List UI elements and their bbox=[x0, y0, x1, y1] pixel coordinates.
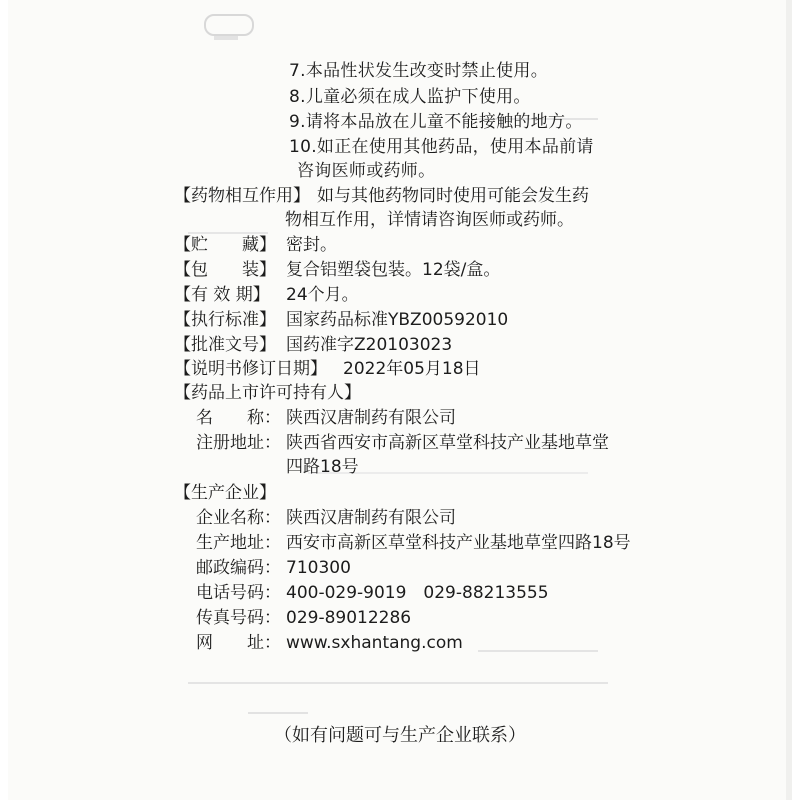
page-edge bbox=[786, 0, 792, 800]
standard-label: 【执行标准】 bbox=[174, 310, 276, 330]
show-through-line bbox=[248, 712, 308, 714]
interaction-text: 物相互作用，详情请咨询医师或药师。 bbox=[285, 210, 574, 230]
fax-label: 传真号码： bbox=[196, 608, 281, 628]
show-through-line bbox=[188, 682, 608, 684]
phone-value: 400-029-9019 029-88213555 bbox=[286, 583, 549, 603]
package-value: 复合铝塑袋包装。12袋/盒。 bbox=[286, 260, 501, 280]
show-through-line bbox=[478, 650, 598, 652]
phone-label: 电话号码： bbox=[196, 583, 281, 603]
approval-value: 国药准字Z20103023 bbox=[286, 335, 453, 355]
revision-date-value: 2022年05月18日 bbox=[343, 359, 481, 379]
website-label: 网 址： bbox=[196, 633, 281, 653]
production-address-value: 西安市高新区草堂科技产业基地草堂四路18号 bbox=[286, 533, 631, 553]
approval-label: 【批准文号】 bbox=[174, 335, 276, 355]
company-name-label: 企业名称： bbox=[196, 508, 281, 528]
storage-value: 密封。 bbox=[286, 235, 337, 255]
holder-name-label: 名 称： bbox=[196, 408, 281, 428]
precaution-item: 10.如正在使用其他药品，使用本品前请 bbox=[289, 137, 594, 157]
precaution-item: 8.儿童必须在成人监护下使用。 bbox=[289, 87, 531, 107]
precaution-item: 7.本品性状发生改变时禁止使用。 bbox=[289, 61, 549, 81]
contact-note: （如有问题可与生产企业联系） bbox=[274, 725, 526, 746]
storage-label: 【贮 藏】 bbox=[174, 235, 276, 255]
validity-value: 24个月。 bbox=[286, 285, 359, 305]
website-value: www.sxhantang.com bbox=[286, 633, 463, 653]
postal-code-label: 邮政编码： bbox=[196, 558, 281, 578]
holder-name-value: 陕西汉唐制药有限公司 bbox=[286, 408, 456, 428]
holder-address-label: 注册地址： bbox=[196, 433, 281, 453]
postal-code-value: 710300 bbox=[286, 558, 351, 578]
manufacturer-heading: 【生产企业】 bbox=[174, 483, 276, 503]
holder-heading: 【药品上市许可持有人】 bbox=[174, 383, 361, 403]
precaution-item-continued: 咨询医师或药师。 bbox=[297, 161, 436, 181]
standard-value: 国家药品标准YBZ00592010 bbox=[286, 310, 509, 330]
show-through-logo bbox=[204, 14, 254, 36]
holder-address-value-continued: 四路18号 bbox=[286, 457, 359, 477]
show-through-mark bbox=[214, 36, 238, 40]
revision-date-label: 【说明书修订日期】 bbox=[174, 359, 327, 379]
interaction-label: 【药物相互作用】 bbox=[174, 186, 310, 206]
interaction-text: 如与其他药物同时使用可能会发生药 bbox=[317, 186, 589, 206]
production-address-label: 生产地址： bbox=[196, 533, 281, 553]
holder-address-value: 陕西省西安市高新区草堂科技产业基地草堂 bbox=[286, 433, 609, 453]
company-name-value: 陕西汉唐制药有限公司 bbox=[286, 508, 456, 528]
precaution-item: 9.请将本品放在儿童不能接触的地方。 bbox=[289, 112, 583, 132]
fax-value: 029-89012286 bbox=[286, 608, 412, 628]
package-label: 【包 装】 bbox=[174, 260, 276, 280]
validity-label: 【有 效 期】 bbox=[174, 285, 270, 305]
